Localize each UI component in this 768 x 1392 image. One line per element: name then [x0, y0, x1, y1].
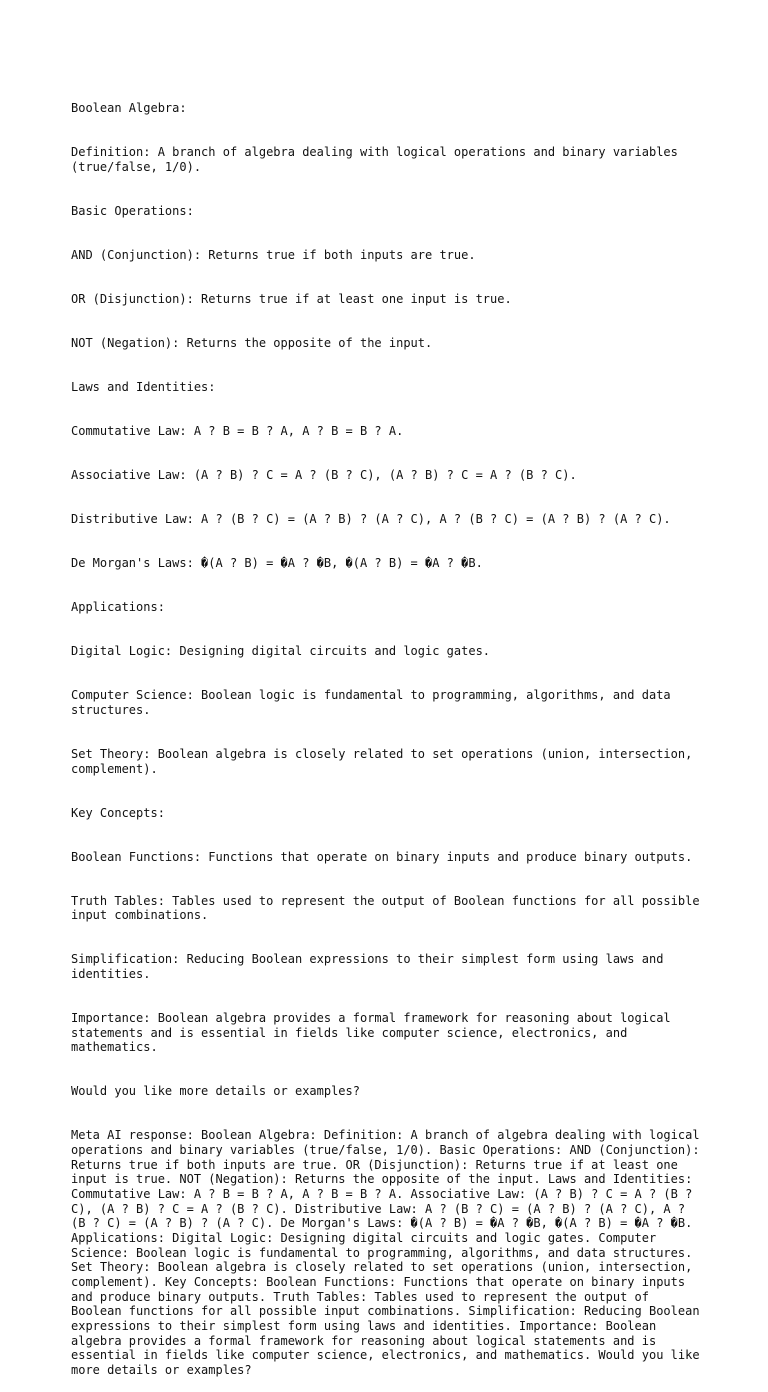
de-morgans-laws-line: De Morgan's Laws: �(A ? B) = �A ? �B, �(A ? B) = �A ? �B. — [71, 556, 483, 571]
digital-logic-line: Digital Logic: Designing digital circuits and logic gates. — [71, 644, 491, 659]
heading-applications: Applications: — [71, 600, 165, 615]
commutative-law-line: Commutative Law: A ? B = B ? A, A ? B = B ? A. — [71, 424, 404, 439]
set-theory-line: Set Theory: Boolean algebra is closely related to set operations (union, intersection, complement). — [71, 746, 700, 776]
and-operation-line: AND (Conjunction): Returns true if both inputs are true. — [71, 248, 476, 263]
heading-boolean-algebra: Boolean Algebra: — [71, 101, 187, 116]
followup-question-line: Would you like more details or examples? — [71, 1084, 360, 1099]
meta-ai-response-paragraph: Meta AI response: Boolean Algebra: Definition: A branch of algebra dealing with logical operations and binary variables (true/false, 1/0). Basic Operations: AND (Conjunction): Returns true if both inputs are true. OR (Disjunction): Returns true if at least one input is true. NOT (Negation): Returns the opposite of the input. Laws and Identities: Commutative Law: A ? B = B ? A, A ? B = B ? A. Associative Law: (A ? B) ? C = A ? (B ? C), (A ? B) ? C = A ? (B ? C). Distributive Law: A ? (B ? C) = (A ? B) ? (A ? C), A ? (B ? C) = (A ? B) ? (A ? C). De Morgan's Laws: �(A ? B) = �A ? �B, �(A ? B) = �A ? �B. Applications: Digital Logic: Designing digital circuits and logic gates. Computer Science: Boolean logic is fundamental to programming, algorithms, and data structures. Set Theory: Boolean algebra is closely related to set operations (union, intersection, complement). Key Concepts: Boolean Functions: Functions that operate on binary inputs and produce binary outputs. Truth Tables: Tables used to represent the output of Boolean functions for all possible input combinations. Simplification: Reducing Boolean expressions to their simplest form using laws and identities. Importance: Boolean algebra provides a formal framework for reasoning about logical statements and is essential in fields like computer science, electronics, and mathematics. Would you like more details or examples? — [71, 1128, 707, 1378]
document-body — [71, 72, 707, 1392]
heading-laws-and-identities: Laws and Identities: — [71, 380, 216, 395]
truth-tables-line: Truth Tables: Tables used to represent the output of Boolean functions for all possible input combinations. — [71, 893, 707, 923]
computer-science-line: Computer Science: Boolean logic is fundamental to programming, algorithms, and data structures. — [71, 688, 678, 717]
definition-line: Definition: A branch of algebra dealing with logical operations and binary variables (true/false, 1/0). — [71, 145, 686, 175]
boolean-functions-line: Boolean Functions: Functions that operate on binary inputs and produce binary outputs. — [71, 849, 693, 864]
heading-key-concepts: Key Concepts: — [71, 805, 165, 820]
or-operation-line: OR (Disjunction): Returns true if at least one input is true. — [71, 292, 512, 307]
not-operation-line: NOT (Negation): Returns the opposite of the input. — [71, 336, 433, 351]
importance-line: Importance: Boolean algebra provides a formal framework for reasoning about logical statements and is essential in fields like computer science, electronics, and mathematics. — [71, 1011, 678, 1055]
heading-basic-operations: Basic Operations: — [71, 204, 194, 219]
distributive-law-line: Distributive Law: A ? (B ? C) = (A ? B) ? (A ? C), A ? (B ? C) = (A ? B) ? (A ? C). — [71, 512, 671, 527]
associative-law-line: Associative Law: (A ? B) ? C = A ? (B ? C), (A ? B) ? C = A ? (B ? C). — [71, 468, 577, 483]
simplification-line: Simplification: Reducing Boolean expressions to their simplest form using laws and identities. — [71, 952, 671, 981]
